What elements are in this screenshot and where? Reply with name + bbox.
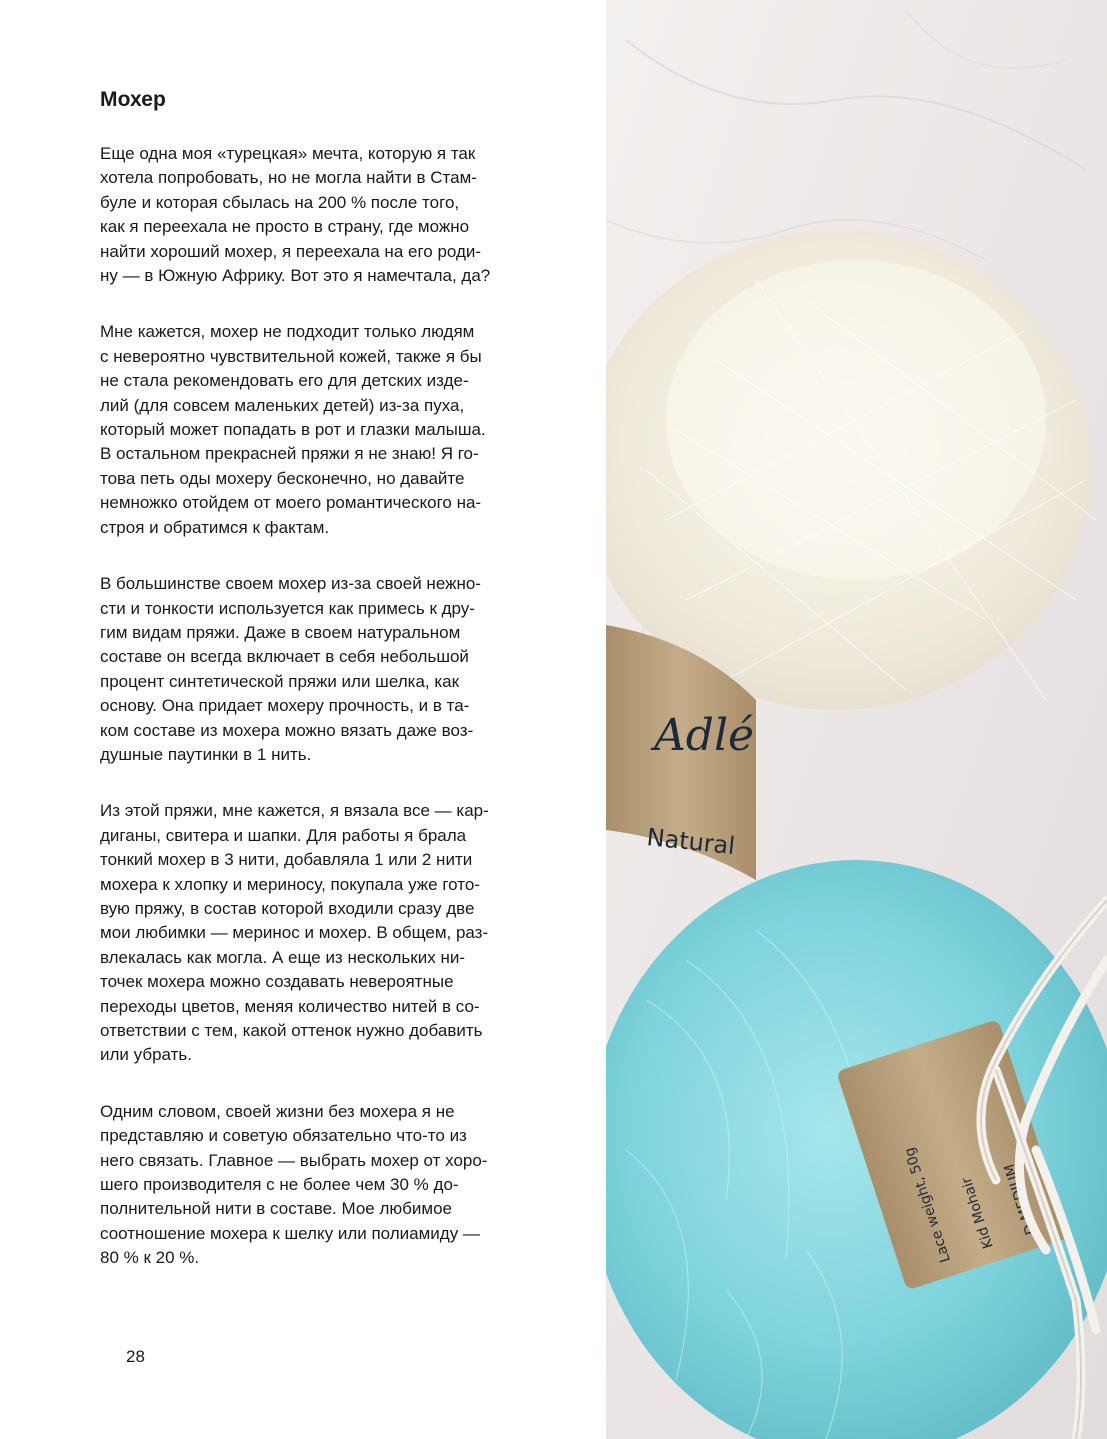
text-line: шего производителя с не более чем 30 % до- [100, 1175, 459, 1195]
text-line: буле и которая сбылась на 200 % после того, [100, 192, 460, 212]
text-line: который может попадать в рот и глазки малыша. [100, 420, 486, 440]
text-line: Одним словом, своей жизни без мохера я не [100, 1101, 455, 1121]
text-line: гим видам пряжи. Даже в своем натуральном [100, 622, 461, 642]
text-line: ну — в Южную Африку. Вот это я намечтала, да? [100, 266, 491, 286]
text-line: с невероятно чувствительной кожей, также я бы [100, 346, 482, 366]
text-line: Мне кажется, мохер не подходит только людям [100, 322, 475, 342]
label-script-text: Adlé [654, 710, 755, 761]
text-line: Из этой пряжи, мне кажется, я вязала все — кар- [100, 801, 489, 821]
page-number: 28 [126, 1347, 145, 1366]
text-line: полнительной нити в составе. Мое любимое [100, 1199, 452, 1219]
text-line: 80 % к 20 %. [100, 1248, 200, 1268]
text-line: не стала рекомендовать его для детских изде- [100, 371, 469, 391]
paragraph-1 [100, 142, 550, 288]
label-line: D MEDIUM [1001, 1161, 1040, 1237]
text-line: В остальном прекрасней пряжи я не знаю! Я го- [100, 444, 479, 464]
text-line: строя и обратимся к фактам. [100, 517, 330, 537]
text-line: това петь оды мохеру бесконечно, но давайте [100, 468, 465, 488]
text-line: процент синтетической пряжи или шелка, как [100, 671, 460, 691]
text-line: или убрать. [100, 1045, 192, 1065]
text-line: представляю и советую обязательно что-то из [100, 1126, 467, 1146]
text-line: лий (для совсем маленьких детей) из-за пуха, [100, 395, 465, 415]
text-line: точек мохера можно создавать невероятные [100, 972, 454, 992]
text-line: мохера к хлопку и мериносу, покупала уже гото- [100, 874, 480, 894]
text-line: вую пряжу, в состав которой входили сразу две [100, 898, 475, 918]
text-line: ответствии с тем, какой оттенок нужно добавить [100, 1021, 483, 1040]
paragraph-4 [100, 799, 550, 1067]
text-line: ком составе из мохера можно вязать даже воз- [100, 720, 474, 740]
text-line: душные паутинки в 1 нить. [100, 744, 312, 764]
text-line: найти хороший мохер, я переехала на его роди- [100, 241, 482, 261]
text-line: соотношение мохера к шелку или полиамиду — [100, 1223, 480, 1243]
paragraph-2 [100, 320, 550, 540]
text-line: диганы, свитера и шапки. Для работы я брала [100, 825, 467, 845]
text-line: немножко отойдем от моего романтического на- [100, 493, 482, 513]
paragraph-3 [100, 572, 550, 767]
text-line: основу. Она придает мохеру прочность, и в та- [100, 696, 470, 716]
label-word-text: Natural [645, 823, 737, 861]
text-line: хотела попробовать, но не могла найти в Стам- [100, 168, 477, 188]
text-line: составе он всегда включает в себя небольшой [100, 647, 469, 667]
text-line: тонкий мохер в 3 нити, добавляла 1 или 2 нити [100, 850, 473, 870]
text-line: влекалась как могла. А еще из нескольких ни- [100, 947, 465, 967]
text-line: сти и тонкости используется как примесь к дру- [100, 598, 475, 618]
text-line: Еще одна моя «турецкая» мечта, которую я так [100, 144, 476, 163]
article [100, 88, 550, 1303]
text-line: В большинстве своем мохер из-за своей нежно- [100, 574, 481, 594]
label-line: Lace weight, 50g [901, 1145, 954, 1265]
yarn-photo [606, 0, 1107, 1439]
article-title: Мохер [100, 88, 166, 111]
text-line: мои любимки — меринос и мохер. В общем, раз- [100, 923, 489, 943]
paragraph-5 [100, 1100, 550, 1271]
text-line: него связать. Главное — выбрать мохер от хоро- [100, 1150, 488, 1170]
text-line: переходы цветов, меняя количество нитей в со- [100, 996, 480, 1016]
label-line: Kid Mohair [958, 1175, 997, 1251]
text-line: как я переехала не просто в страну, где можно [100, 217, 470, 237]
